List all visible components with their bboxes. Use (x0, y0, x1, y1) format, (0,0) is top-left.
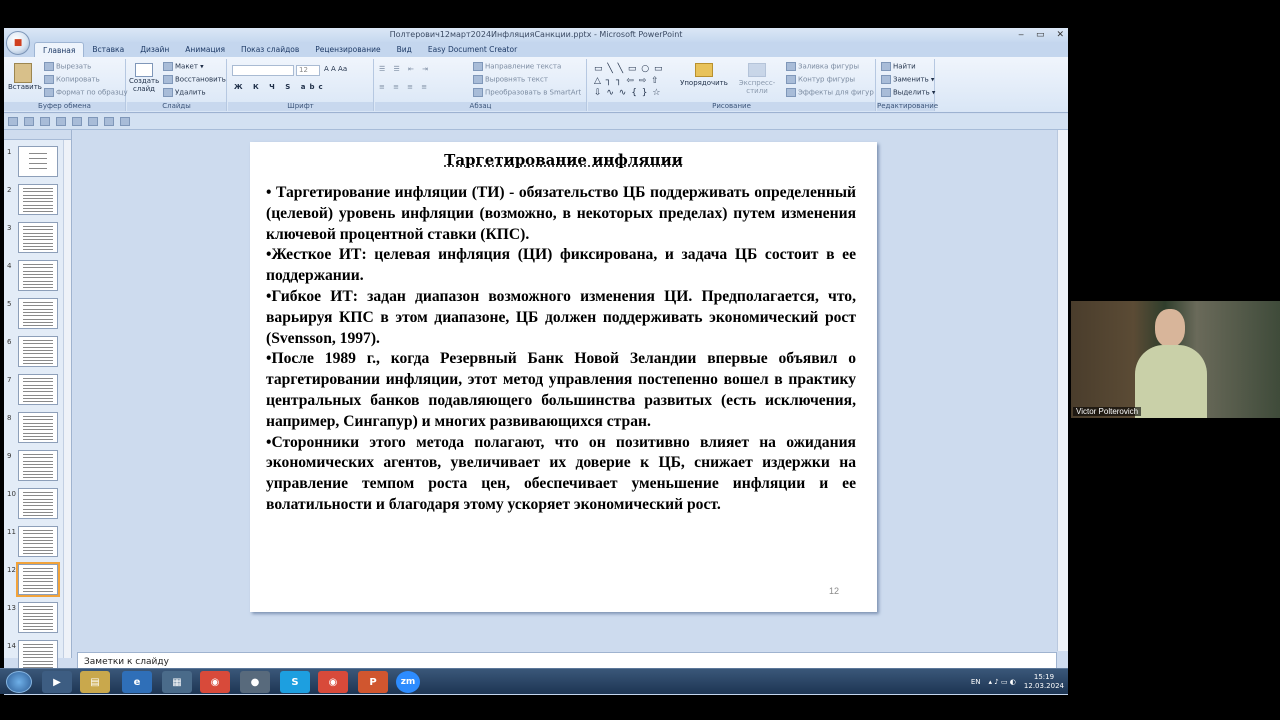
format-painter-label: Формат по образцу (56, 88, 128, 97)
slide-thumbnail[interactable] (18, 526, 58, 557)
binoculars-icon (881, 62, 891, 71)
skype-icon[interactable]: S (280, 671, 310, 693)
reset-button[interactable] (163, 75, 226, 84)
thumbnail-line (23, 246, 53, 247)
vertical-scrollbar[interactable] (1057, 130, 1068, 651)
tab-animation[interactable]: Анимация (185, 45, 225, 54)
thumbnail-line (23, 309, 53, 310)
office-button[interactable] (6, 31, 30, 55)
tab-home[interactable]: Главная (34, 42, 84, 57)
internet-explorer-icon[interactable]: e (122, 671, 152, 693)
thumbnail-line (23, 281, 53, 282)
save-icon[interactable] (8, 117, 18, 126)
arrange-icon (695, 63, 713, 77)
list-buttons[interactable]: ☰ ☰ ⇤ ⇥ (379, 65, 431, 73)
chrome-icon[interactable]: ◉ (200, 671, 230, 693)
thumbnail-line (23, 381, 53, 382)
thumbnail-line (23, 249, 53, 250)
notes-placeholder: Заметки к слайду (84, 657, 169, 667)
thumbnail-line (23, 461, 53, 462)
powerpoint-icon[interactable]: P (358, 671, 388, 693)
slide-paragraph: •После 1989 г., когда Резервный Банк Новой Зеландии впервые объявил о таргетировании инфляции, этот метод управления постепенно вошел в практику центральных банков подавляющего большинства развитых (есть исключения, например, Сингапур) и многих развивающихся стран. (266, 350, 856, 430)
zoom-app-icon[interactable] (396, 671, 420, 693)
thumbnail-line (23, 588, 53, 589)
thumbnail-line (23, 391, 53, 392)
thumbnail-line (23, 575, 53, 576)
group-drawing (588, 59, 876, 111)
thumbnail-line (23, 454, 53, 455)
thumbnail-line (23, 623, 53, 624)
new-slide-icon (135, 63, 153, 77)
reset-icon (163, 75, 173, 84)
thumbnail-line (23, 664, 53, 665)
thumbnail-line (23, 357, 53, 358)
thumbnail-line (23, 647, 53, 648)
thumbnail-line (23, 644, 53, 645)
thumbnail-number: 9 (7, 452, 12, 460)
effects-icon (786, 88, 796, 97)
quick-styles-label: Экспресс-стили (738, 79, 776, 95)
align-text-icon (473, 75, 483, 84)
thumbnail-line (23, 657, 53, 658)
slide-paragraph: •Сторонники этого метода полагают, что он позитивно влияет на ожидания экономических агентов, увеличивает их доверие к ЦБ, снижает издержки на управление темпом роста цен, обеспечивает уменьшение инфляции и ее волатильности и благодаря этому ускоряет экономический рост. (266, 433, 856, 513)
thumbnail-line (23, 457, 53, 458)
quick-access-toolbar (4, 114, 1068, 130)
align-text-button[interactable] (473, 75, 548, 84)
thumbnail-line (23, 553, 53, 554)
clipboard-icon (14, 63, 32, 83)
text-direction-label: Направление текста (485, 62, 562, 71)
copy-button[interactable] (44, 75, 100, 84)
quick-styles-icon (748, 63, 766, 77)
font-name-input[interactable] (232, 65, 294, 76)
thumbnail-line (23, 305, 53, 306)
smartart-label: Преобразовать в SmartArt (485, 88, 582, 97)
thumbnail-line (23, 398, 53, 399)
thumbnail-line (23, 277, 53, 278)
current-slide[interactable] (250, 142, 877, 612)
shape-outline-label: Контур фигуры (798, 75, 856, 84)
system-tray (971, 669, 1064, 695)
thumbnail-line (23, 233, 53, 234)
person-body (1135, 345, 1207, 418)
thumbnail-line (23, 661, 53, 662)
thumbnail-line (23, 353, 53, 354)
delete-icon (163, 88, 173, 97)
group-slides (127, 59, 227, 111)
thumbnail-number: 11 (7, 528, 16, 536)
thumbnail-line (23, 243, 53, 244)
thumbnail-line (23, 578, 53, 579)
thumbnail-line (23, 502, 53, 503)
thumbnail-line (23, 208, 53, 209)
thumbnail-line (23, 350, 53, 351)
window-controls (1018, 28, 1064, 42)
thumbnail-line (23, 550, 53, 551)
thumbnail-line (23, 495, 53, 496)
person-face (1155, 309, 1185, 347)
thumbnail-line (23, 433, 53, 434)
thumbnail-line (23, 211, 53, 212)
thumbnail-number: 2 (7, 186, 12, 194)
font-group-label: Шрифт (228, 102, 373, 111)
tab-slideshow[interactable]: Показ слайдов (240, 45, 300, 54)
thumbnail-line (23, 229, 53, 230)
layout-label: Макет (175, 62, 198, 71)
slide-title: Таргетирование инфляции (444, 151, 683, 169)
format-painter-button[interactable] (44, 88, 128, 97)
shape-fill-button[interactable] (786, 62, 859, 71)
thumbnail-line (23, 492, 53, 493)
thumbnail-line (23, 591, 53, 592)
slide-thumbnail[interactable] (18, 412, 58, 443)
thumbnail-number: 7 (7, 376, 12, 384)
thumbnail-line (23, 515, 53, 516)
thumbnail-line (23, 429, 53, 430)
arrange-button[interactable] (680, 63, 728, 87)
tab-view[interactable]: Вид (396, 45, 412, 54)
thumbnail-line (23, 613, 53, 614)
shape-effects-button[interactable] (786, 88, 874, 97)
slide-thumbnail[interactable] (18, 488, 58, 519)
reset-label: Восстановить (175, 75, 226, 84)
outline-icon (786, 75, 796, 84)
thumbnail-number: 4 (7, 262, 12, 270)
thumbnail-line (23, 226, 53, 227)
paragraph-group-label: Абзац (375, 102, 586, 111)
tray-icons[interactable]: ▴ ♪ ▭ ◐ (988, 678, 1016, 686)
font-size-input[interactable]: 12 (296, 65, 320, 76)
thumbnail-number: 14 (7, 642, 16, 650)
thumbnail-line (23, 388, 53, 389)
thumbnail-line (23, 401, 53, 402)
thumbnail-line (23, 471, 53, 472)
font-grow-shrink[interactable]: A A Aa (324, 65, 348, 73)
thumbnail-line (23, 319, 53, 320)
slide-thumbnail[interactable] (18, 336, 58, 367)
thumbnail-line (23, 267, 53, 268)
select-icon (881, 88, 891, 97)
slideshow-icon[interactable] (88, 117, 98, 126)
slide-paragraph: •Гибкое ИТ: задан диапазон возможного изменения ЦИ. Предполагается, что, варьируя КПС в этом диапазоне, ЦБ должен поддерживать экономический рост (Svensson, 1997). (266, 287, 856, 347)
customize-icon[interactable] (120, 117, 130, 126)
thumbnail-line (29, 153, 47, 154)
select-button[interactable]: Выделить ▾ (881, 88, 935, 97)
shape-fill-label: Заливка фигуры (798, 62, 859, 71)
layout-button[interactable]: Макет ▾ (163, 62, 204, 71)
thumbnail-line (23, 540, 53, 541)
office-logo-icon: ■ (13, 38, 23, 48)
align-buttons[interactable]: ≡ ≡ ≡ ≡ (379, 83, 431, 91)
group-editing (877, 59, 939, 111)
thumbnail-line (23, 568, 53, 569)
group-font (228, 59, 374, 111)
shape-outline-button[interactable] (786, 75, 855, 84)
slide-thumbnail[interactable] (18, 374, 58, 405)
thumbnail-line (23, 606, 53, 607)
replace-icon (881, 75, 891, 84)
taskbar (0, 668, 1068, 694)
thumbnail-line (23, 378, 53, 379)
quick-styles-button[interactable] (732, 63, 782, 95)
text-direction-button[interactable] (473, 62, 561, 71)
thumbnail-line (23, 198, 53, 199)
slide-thumbnail[interactable] (18, 146, 58, 177)
align-text-label: Выровнять текст (485, 75, 548, 84)
replace-label: Заменить (893, 75, 929, 84)
slides-panel-scrollbar[interactable] (63, 140, 71, 658)
thumbnail-line (23, 474, 53, 475)
thumbnail-line (23, 537, 53, 538)
thumbnail-line (23, 533, 53, 534)
print-icon[interactable] (56, 117, 66, 126)
thumbnail-number: 8 (7, 414, 12, 422)
slides-panel (4, 130, 72, 658)
thumbnail-line (23, 439, 53, 440)
spelling-icon[interactable] (72, 117, 82, 126)
thumbnail-line (23, 426, 53, 427)
window-title: Полтерович12март2024ИнфляцияСанкции.pptx - Microsoft PowerPoint (4, 28, 1068, 42)
slide-thumbnail[interactable] (18, 602, 58, 633)
new-slide-button[interactable] (129, 63, 159, 93)
thumbnail-line (23, 423, 53, 424)
find-label: Найти (893, 62, 916, 71)
smartart-button[interactable] (473, 88, 581, 97)
clipboard-group-label: Буфер обмена (4, 102, 125, 111)
thumbnail-line (23, 188, 53, 189)
ribbon-tabs (4, 42, 1068, 57)
app-icon[interactable]: ● (240, 671, 270, 693)
thumbnail-line (23, 340, 53, 341)
thumbnail-line (23, 509, 53, 510)
thumbnail-number: 3 (7, 224, 12, 232)
thumbnail-number: 1 (7, 148, 12, 156)
slide-paragraph: • Таргетирование инфляции (ТИ) - обязательство ЦБ поддерживать определенный (целевой) уровень инфляции (возможно, в некоторых пределах) путем изменения ключевой процентной ставки (КПС). (266, 184, 856, 243)
thumbnail-line (23, 312, 53, 313)
tab-design[interactable]: Дизайн (140, 45, 170, 54)
cut-button[interactable] (44, 62, 91, 71)
quick-access-buttons (8, 117, 132, 126)
table-icon[interactable] (104, 117, 114, 126)
slide-thumbnail[interactable] (18, 564, 58, 595)
tab-easy-document-creator[interactable]: Easy Document Creator (427, 45, 518, 54)
group-paragraph (375, 59, 587, 111)
editing-group-label: Редактирование (877, 102, 939, 110)
thumbnail-number: 5 (7, 300, 12, 308)
close-icon[interactable]: ✕ (1056, 30, 1064, 40)
paste-label: Вставить (8, 83, 42, 91)
thumbnail-line (23, 467, 53, 468)
thumbnail-line (23, 360, 53, 361)
thumbnail-line (23, 287, 53, 288)
thumbnail-line (23, 236, 53, 237)
slide-body (266, 183, 856, 516)
thumbnail-line (23, 271, 53, 272)
thumbnail-line (23, 436, 53, 437)
webcam-video (1071, 301, 1280, 418)
thumbnail-line (23, 512, 53, 513)
thumbnail-line (23, 585, 53, 586)
thumbnail-line (23, 629, 53, 630)
thumbnail-number: 12 (7, 566, 16, 574)
new-slide-label: Создать слайд (129, 77, 160, 93)
clock-time: 15:19 (1033, 673, 1055, 681)
thumbnail-line (29, 163, 47, 164)
network-icon[interactable]: ▦ (162, 671, 192, 693)
thumbnail-line (23, 325, 53, 326)
media-player-icon[interactable]: ▶ (42, 671, 72, 693)
smartart-icon (473, 88, 483, 97)
thumbnail-line (23, 239, 53, 240)
thumbnail-line (23, 581, 53, 582)
thumbnail-line (23, 547, 53, 548)
thumbnail-line (29, 158, 47, 159)
thumbnail-line (23, 363, 53, 364)
arrange-label: Упорядочить (680, 79, 728, 87)
copy-label: Копировать (56, 75, 100, 84)
undo-icon[interactable] (24, 117, 34, 126)
brush-icon (44, 88, 54, 97)
slides-group-label: Слайды (127, 102, 226, 111)
slide-paragraph: •Жесткое ИТ: целевая инфляция (ЦИ) фиксирована, и задача ЦБ состоит в ее поддержании. (266, 246, 856, 285)
shape-effects-label: Эффекты для фигур (798, 88, 874, 97)
minimize-icon[interactable]: ‒ (1018, 30, 1024, 40)
thumbnail-line (23, 191, 53, 192)
cut-label: Вырезать (56, 62, 92, 71)
slide-thumbnail[interactable] (18, 260, 58, 291)
keyboard-language[interactable]: EN (970, 678, 981, 686)
slide-thumbnail[interactable] (18, 222, 58, 253)
maximize-icon[interactable]: ▭ (1035, 30, 1045, 40)
start-button[interactable] (6, 671, 32, 693)
thumbnail-line (23, 419, 53, 420)
fill-icon (786, 62, 796, 71)
thumbnail-line (23, 464, 53, 465)
shapes-gallery[interactable]: ▭ ╲ ╲ ▭ ○ ▭ △ ┐ ┐ ⇦ ⇨ ⇧ ⇩ ∿ ∿ { } ☆ (594, 64, 664, 98)
thumbnail-line (23, 274, 53, 275)
slide-thumbnail[interactable] (18, 298, 58, 329)
thumbnail-line (23, 347, 53, 348)
thumbnail-line (23, 616, 53, 617)
font-style-buttons[interactable]: Ж К Ч S abc (234, 83, 327, 91)
participant-name: Victor Polterovich (1073, 407, 1141, 416)
thumbnail-line (23, 416, 53, 417)
ribbon (4, 57, 1068, 113)
chrome-icon-2[interactable]: ◉ (318, 671, 348, 693)
redo-icon[interactable] (40, 117, 50, 126)
thumbnail-line (23, 477, 53, 478)
thumbnail-line (23, 571, 53, 572)
clock[interactable] (1024, 673, 1064, 691)
layout-icon (163, 62, 173, 71)
thumbnail-line (23, 499, 53, 500)
clock-date: 12.03.2024 (1023, 682, 1064, 690)
scissors-icon (44, 62, 54, 71)
delete-label: Удалить (175, 88, 206, 97)
thumbnail-line (23, 284, 53, 285)
thumbnail-number: 6 (7, 338, 12, 346)
thumbnail-line (23, 619, 53, 620)
thumbnail-line (23, 626, 53, 627)
thumbnail-line (23, 654, 53, 655)
thumbnail-line (23, 609, 53, 610)
zoom-app-label: zm (400, 677, 416, 687)
thumbnail-line (29, 168, 47, 169)
thumbnail-line (23, 322, 53, 323)
slides-panel-tabs[interactable] (4, 130, 71, 140)
thumbnail-line (23, 201, 53, 202)
text-direction-icon (473, 62, 483, 71)
paste-button[interactable] (8, 63, 42, 91)
thumbnail-line (23, 530, 53, 531)
thumbnail-line (23, 315, 53, 316)
delete-slide-button[interactable] (163, 88, 206, 97)
tab-review[interactable]: Рецензирование (315, 45, 381, 54)
thumbnail-line (23, 302, 53, 303)
slide-thumbnail[interactable] (18, 184, 58, 215)
find-button[interactable] (881, 62, 916, 71)
drawing-group-label: Рисование (588, 102, 875, 111)
thumbnail-line (23, 543, 53, 544)
thumbnail-line (23, 385, 53, 386)
thumbnail-line (23, 205, 53, 206)
replace-button[interactable]: Заменить ▾ (881, 75, 934, 84)
thumbnail-line (23, 505, 53, 506)
thumbnail-line (23, 264, 53, 265)
thumbnail-line (23, 195, 53, 196)
explorer-icon[interactable]: ▤ (80, 671, 110, 693)
slide-thumbnail[interactable] (18, 640, 58, 671)
slide-thumbnail[interactable] (18, 450, 58, 481)
tab-insert[interactable]: Вставка (92, 45, 125, 54)
select-label: Выделить (893, 88, 930, 97)
copy-icon (44, 75, 54, 84)
group-clipboard (4, 59, 126, 111)
thumbnail-number: 10 (7, 490, 16, 498)
thumbnail-line (23, 395, 53, 396)
slide-number: 12 (828, 586, 839, 596)
thumbnail-number: 13 (7, 604, 16, 612)
thumbnail-line (23, 651, 53, 652)
thumbnail-line (23, 343, 53, 344)
